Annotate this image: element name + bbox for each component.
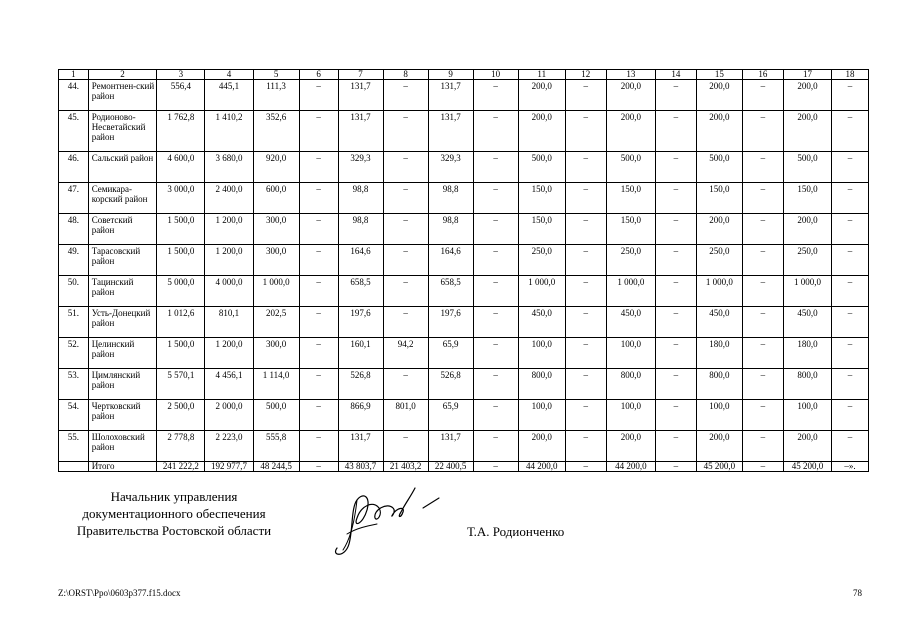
- table-cell: 1 410,2: [205, 111, 253, 152]
- row-number: 48.: [59, 214, 89, 245]
- table-cell: 1 000,0: [783, 276, 831, 307]
- table-cell: 200,0: [606, 80, 655, 111]
- total-cell: 241 222,2: [157, 462, 205, 472]
- table-cell: 150,0: [696, 183, 742, 214]
- table-cell: –: [299, 307, 338, 338]
- total-cell: 48 244,5: [253, 462, 299, 472]
- table-cell: 1 200,0: [205, 338, 253, 369]
- table-cell: 5 000,0: [157, 276, 205, 307]
- table-cell: –: [655, 183, 696, 214]
- table-cell: 98,8: [428, 214, 473, 245]
- table-cell: –: [383, 369, 428, 400]
- table-cell: 200,0: [696, 214, 742, 245]
- table-cell: 131,7: [428, 111, 473, 152]
- table-cell: –: [742, 152, 783, 183]
- table-cell: 4 000,0: [205, 276, 253, 307]
- table-row: [59, 245, 869, 276]
- column-header: 18: [832, 70, 869, 80]
- district-name: Чертковский район: [88, 400, 157, 431]
- table-cell: –: [299, 400, 338, 431]
- table-cell: –: [655, 369, 696, 400]
- table-cell: –: [299, 214, 338, 245]
- table-cell: –: [565, 214, 606, 245]
- table-cell: –: [742, 214, 783, 245]
- table-cell: 131,7: [428, 80, 473, 111]
- total-cell: –: [299, 462, 338, 472]
- district-name: Советский район: [88, 214, 157, 245]
- table-cell: –: [655, 400, 696, 431]
- total-cell: –».: [832, 462, 869, 472]
- table-cell: –: [299, 80, 338, 111]
- table-cell: 200,0: [606, 111, 655, 152]
- table-cell: –: [832, 152, 869, 183]
- table-cell: 526,8: [338, 369, 383, 400]
- table-cell: 500,0: [253, 400, 299, 431]
- column-header: 1: [59, 70, 89, 80]
- table-cell: –: [383, 307, 428, 338]
- row-number: 54.: [59, 400, 89, 431]
- empty-cell: [59, 462, 89, 472]
- table-cell: 197,6: [338, 307, 383, 338]
- table-cell: 4 600,0: [157, 152, 205, 183]
- table-cell: –: [299, 152, 338, 183]
- table-cell: 150,0: [518, 214, 565, 245]
- column-header: 6: [299, 70, 338, 80]
- table-cell: –: [655, 80, 696, 111]
- table-cell: –: [655, 338, 696, 369]
- table-cell: 94,2: [383, 338, 428, 369]
- table-cell: –: [473, 338, 518, 369]
- total-cell: –: [473, 462, 518, 472]
- table-cell: 100,0: [606, 338, 655, 369]
- total-cell: 43 803,7: [338, 462, 383, 472]
- table-cell: –: [473, 183, 518, 214]
- table-cell: –: [473, 276, 518, 307]
- table-cell: 180,0: [783, 338, 831, 369]
- table-cell: 160,1: [338, 338, 383, 369]
- table-cell: 100,0: [518, 338, 565, 369]
- table-cell: –: [473, 400, 518, 431]
- table-cell: 526,8: [428, 369, 473, 400]
- table-cell: –: [565, 431, 606, 462]
- column-header: 8: [383, 70, 428, 80]
- table-cell: –: [473, 431, 518, 462]
- table-cell: –: [473, 245, 518, 276]
- table-cell: –: [742, 80, 783, 111]
- table-row: [59, 369, 869, 400]
- row-number: 51.: [59, 307, 89, 338]
- table-cell: 658,5: [338, 276, 383, 307]
- table-cell: 1 000,0: [606, 276, 655, 307]
- table-cell: 100,0: [518, 400, 565, 431]
- table-cell: 800,0: [518, 369, 565, 400]
- column-header: 13: [606, 70, 655, 80]
- table-cell: –: [742, 307, 783, 338]
- table-cell: –: [832, 369, 869, 400]
- column-header: 2: [88, 70, 157, 80]
- table-row: [59, 338, 869, 369]
- row-number: 45.: [59, 111, 89, 152]
- table-cell: –: [832, 338, 869, 369]
- column-header: 5: [253, 70, 299, 80]
- signatory-title: [58, 488, 290, 539]
- table-cell: 131,7: [338, 111, 383, 152]
- table-cell: –: [655, 431, 696, 462]
- table-cell: 150,0: [783, 183, 831, 214]
- district-name: Тацинский район: [88, 276, 157, 307]
- district-name: Тарасовский район: [88, 245, 157, 276]
- row-number: 46.: [59, 152, 89, 183]
- table-cell: 2 500,0: [157, 400, 205, 431]
- table-cell: –: [383, 431, 428, 462]
- table-cell: 1 200,0: [205, 214, 253, 245]
- table-cell: –: [832, 183, 869, 214]
- total-cell: 44 200,0: [606, 462, 655, 472]
- table-cell: –: [742, 183, 783, 214]
- table-row: [59, 183, 869, 214]
- table-cell: –: [742, 245, 783, 276]
- table-row: [59, 307, 869, 338]
- table-cell: –: [299, 338, 338, 369]
- table-cell: –: [742, 369, 783, 400]
- signatory-title-line1: Начальник управления: [110, 489, 238, 504]
- table-cell: –: [473, 80, 518, 111]
- table-row: [59, 431, 869, 462]
- district-name: Ремонтнен-ский район: [88, 80, 157, 111]
- column-header: 4: [205, 70, 253, 80]
- table-cell: 801,0: [383, 400, 428, 431]
- table-cell: –: [655, 307, 696, 338]
- column-header: 14: [655, 70, 696, 80]
- table-cell: 131,7: [428, 431, 473, 462]
- table-cell: 450,0: [518, 307, 565, 338]
- table-cell: 1 000,0: [696, 276, 742, 307]
- table-cell: 450,0: [696, 307, 742, 338]
- table-cell: –: [565, 245, 606, 276]
- table-cell: 202,5: [253, 307, 299, 338]
- table-cell: –: [655, 152, 696, 183]
- district-name: Усть-Донецкий район: [88, 307, 157, 338]
- table-cell: 200,0: [606, 431, 655, 462]
- table-cell: –: [742, 338, 783, 369]
- table-row: [59, 80, 869, 111]
- table-cell: 100,0: [783, 400, 831, 431]
- handwritten-signature: [327, 478, 442, 560]
- total-cell: 192 977,7: [205, 462, 253, 472]
- table-cell: 800,0: [696, 369, 742, 400]
- table-cell: 329,3: [338, 152, 383, 183]
- row-number: 44.: [59, 80, 89, 111]
- table-cell: 3 680,0: [205, 152, 253, 183]
- table-cell: 800,0: [606, 369, 655, 400]
- table-row: [59, 400, 869, 431]
- table-cell: 200,0: [518, 431, 565, 462]
- column-header: 16: [742, 70, 783, 80]
- signatory-title-line3: Правительства Ростовской области: [76, 523, 272, 538]
- table-cell: 100,0: [606, 400, 655, 431]
- table-cell: 150,0: [606, 183, 655, 214]
- table-cell: –: [383, 152, 428, 183]
- table-cell: 65,9: [428, 400, 473, 431]
- table-cell: 200,0: [783, 431, 831, 462]
- table-cell: –: [299, 245, 338, 276]
- table-cell: 150,0: [606, 214, 655, 245]
- table-cell: –: [565, 183, 606, 214]
- data-table: [58, 69, 869, 472]
- signatory-title-line2: документационного обеспечения: [82, 506, 266, 521]
- table-cell: –: [742, 431, 783, 462]
- table-cell: 200,0: [783, 111, 831, 152]
- table-cell: –: [742, 111, 783, 152]
- total-cell: 45 200,0: [696, 462, 742, 472]
- table-cell: –: [383, 80, 428, 111]
- table-cell: 450,0: [606, 307, 655, 338]
- table-cell: –: [299, 276, 338, 307]
- table-cell: 250,0: [606, 245, 655, 276]
- table-cell: –: [299, 111, 338, 152]
- total-cell: –: [565, 462, 606, 472]
- district-name: Сальский район: [88, 152, 157, 183]
- total-label: Итого: [88, 462, 157, 472]
- row-number: 47.: [59, 183, 89, 214]
- column-header: 10: [473, 70, 518, 80]
- table-cell: 866,9: [338, 400, 383, 431]
- table-cell: –: [299, 183, 338, 214]
- table-cell: 98,8: [338, 183, 383, 214]
- table-cell: –: [473, 214, 518, 245]
- table-cell: 1 500,0: [157, 338, 205, 369]
- table-cell: 500,0: [783, 152, 831, 183]
- district-name: Шолоховский район: [88, 431, 157, 462]
- table-cell: 131,7: [338, 80, 383, 111]
- signatory-name: Т.А. Родионченко: [467, 524, 565, 539]
- table-cell: 500,0: [518, 152, 565, 183]
- table-cell: 200,0: [783, 80, 831, 111]
- table-cell: 2 778,8: [157, 431, 205, 462]
- table-cell: –: [299, 369, 338, 400]
- table-cell: –: [655, 245, 696, 276]
- table-cell: –: [565, 338, 606, 369]
- table-cell: –: [383, 183, 428, 214]
- row-number: 52.: [59, 338, 89, 369]
- table-cell: 352,6: [253, 111, 299, 152]
- table-cell: 556,4: [157, 80, 205, 111]
- table-cell: –: [832, 400, 869, 431]
- table-cell: –: [565, 152, 606, 183]
- table-cell: –: [383, 214, 428, 245]
- table-cell: 329,3: [428, 152, 473, 183]
- table-cell: 164,6: [338, 245, 383, 276]
- table-cell: –: [565, 307, 606, 338]
- total-cell: 22 400,5: [428, 462, 473, 472]
- table-cell: –: [565, 80, 606, 111]
- table-cell: –: [383, 111, 428, 152]
- table-cell: –: [655, 111, 696, 152]
- table-cell: 1 200,0: [205, 245, 253, 276]
- total-cell: 45 200,0: [783, 462, 831, 472]
- table-cell: –: [383, 245, 428, 276]
- column-header: 7: [338, 70, 383, 80]
- table-cell: –: [655, 276, 696, 307]
- table-cell: 250,0: [518, 245, 565, 276]
- table-cell: 150,0: [518, 183, 565, 214]
- table-cell: –: [473, 307, 518, 338]
- table-cell: –: [565, 276, 606, 307]
- table-cell: 164,6: [428, 245, 473, 276]
- table-row: [59, 276, 869, 307]
- table-cell: 100,0: [696, 400, 742, 431]
- total-cell: –: [655, 462, 696, 472]
- table-cell: –: [832, 431, 869, 462]
- table-cell: –: [299, 431, 338, 462]
- table-cell: –: [473, 369, 518, 400]
- column-header: 9: [428, 70, 473, 80]
- table-cell: 658,5: [428, 276, 473, 307]
- table-cell: –: [565, 400, 606, 431]
- table-cell: –: [383, 276, 428, 307]
- table-cell: 1 500,0: [157, 214, 205, 245]
- table-cell: 920,0: [253, 152, 299, 183]
- table-cell: 200,0: [696, 80, 742, 111]
- total-cell: 44 200,0: [518, 462, 565, 472]
- table-cell: 4 456,1: [205, 369, 253, 400]
- table-cell: 98,8: [428, 183, 473, 214]
- table-cell: 450,0: [783, 307, 831, 338]
- table-cell: 200,0: [783, 214, 831, 245]
- total-cell: 21 403,2: [383, 462, 428, 472]
- table-cell: 180,0: [696, 338, 742, 369]
- table-cell: 200,0: [518, 80, 565, 111]
- table-cell: 200,0: [696, 111, 742, 152]
- column-header: 17: [783, 70, 831, 80]
- page-number: 78: [853, 588, 862, 598]
- table-cell: 800,0: [783, 369, 831, 400]
- table-cell: 111,3: [253, 80, 299, 111]
- table-cell: 5 570,1: [157, 369, 205, 400]
- column-header: 3: [157, 70, 205, 80]
- header-row: [59, 70, 869, 80]
- table-cell: –: [655, 214, 696, 245]
- table-cell: –: [832, 111, 869, 152]
- district-name: Цимлянский район: [88, 369, 157, 400]
- table-cell: –: [742, 276, 783, 307]
- row-number: 53.: [59, 369, 89, 400]
- table-cell: –: [832, 80, 869, 111]
- total-row: [59, 462, 869, 472]
- table-cell: 500,0: [696, 152, 742, 183]
- row-number: 49.: [59, 245, 89, 276]
- table-cell: 500,0: [606, 152, 655, 183]
- table-cell: 445,1: [205, 80, 253, 111]
- table-cell: 810,1: [205, 307, 253, 338]
- table-cell: 1 000,0: [518, 276, 565, 307]
- table-cell: 555,8: [253, 431, 299, 462]
- column-header: 12: [565, 70, 606, 80]
- table-cell: 2 223,0: [205, 431, 253, 462]
- table-cell: 2 000,0: [205, 400, 253, 431]
- table-cell: 600,0: [253, 183, 299, 214]
- table-cell: 300,0: [253, 245, 299, 276]
- table-cell: 200,0: [696, 431, 742, 462]
- table-cell: 1 012,6: [157, 307, 205, 338]
- table-cell: –: [832, 214, 869, 245]
- table-cell: –: [832, 245, 869, 276]
- footer-file-path: Z:\ORST\Ppo\0603p377.f15.docx: [58, 588, 181, 598]
- table-cell: –: [565, 111, 606, 152]
- table-row: [59, 111, 869, 152]
- district-name: Семикара-корский район: [88, 183, 157, 214]
- table-cell: 2 400,0: [205, 183, 253, 214]
- table-cell: 1 762,8: [157, 111, 205, 152]
- column-header: 15: [696, 70, 742, 80]
- table-cell: 1 000,0: [253, 276, 299, 307]
- table-row: [59, 214, 869, 245]
- table-cell: 65,9: [428, 338, 473, 369]
- table-cell: 98,8: [338, 214, 383, 245]
- table-cell: 200,0: [518, 111, 565, 152]
- table-row: [59, 152, 869, 183]
- row-number: 50.: [59, 276, 89, 307]
- table-cell: 300,0: [253, 338, 299, 369]
- total-cell: –: [742, 462, 783, 472]
- table-cell: –: [742, 400, 783, 431]
- table-cell: 131,7: [338, 431, 383, 462]
- table-cell: –: [832, 307, 869, 338]
- table-cell: 197,6: [428, 307, 473, 338]
- table-cell: 1 500,0: [157, 245, 205, 276]
- district-name: Родионово-Несветайский район: [88, 111, 157, 152]
- table-cell: –: [473, 111, 518, 152]
- table-cell: 250,0: [783, 245, 831, 276]
- column-header: 11: [518, 70, 565, 80]
- table-cell: 3 000,0: [157, 183, 205, 214]
- table-cell: 1 114,0: [253, 369, 299, 400]
- table-cell: –: [832, 276, 869, 307]
- table-cell: –: [565, 369, 606, 400]
- table-cell: 300,0: [253, 214, 299, 245]
- row-number: 55.: [59, 431, 89, 462]
- district-name: Целинский район: [88, 338, 157, 369]
- table-cell: 250,0: [696, 245, 742, 276]
- table-cell: –: [473, 152, 518, 183]
